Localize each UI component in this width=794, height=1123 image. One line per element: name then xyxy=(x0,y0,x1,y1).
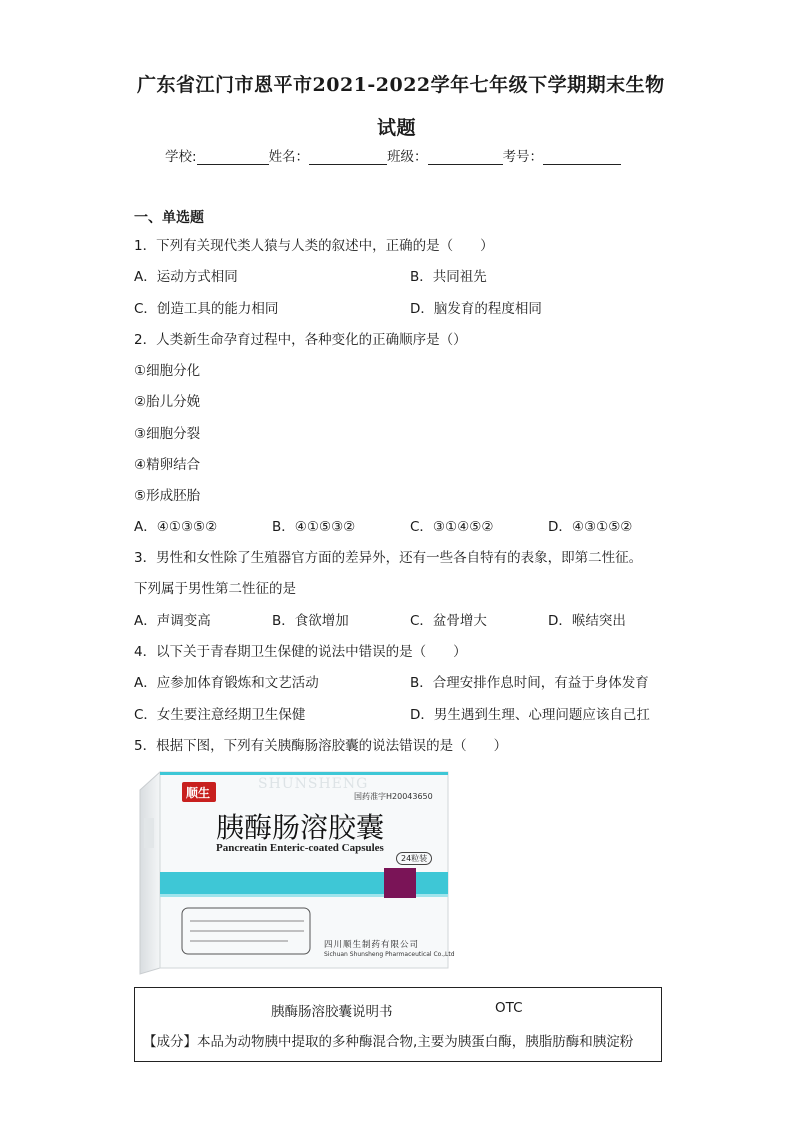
q2-item-3: ③细胞分裂 xyxy=(134,426,201,442)
exam-no-blank[interactable] xyxy=(543,150,621,165)
brand-watermark: SHUNSHENG xyxy=(258,776,369,792)
page-title-line2: 试题 xyxy=(377,117,417,139)
q2-stem: 2．人类新生命孕育过程中，各种变化的正确顺序是（） xyxy=(134,332,467,348)
package-name-cn: 胰酶肠溶胶囊 xyxy=(216,811,385,844)
capsule-count-badge: 24粒装 xyxy=(396,852,432,865)
q2-option-c[interactable]: C．③①④⑤② xyxy=(410,519,494,535)
q4-option-b[interactable]: B．合理安排作息时间，有益于身体发育 xyxy=(410,675,649,691)
q3-stem: 3．男性和女性除了生殖器官方面的差异外，还有一些各自特有的表象，即第二性征。 xyxy=(134,550,643,566)
q1-option-b[interactable]: B．共同祖先 xyxy=(410,269,487,285)
q2-item-1: ①细胞分化 xyxy=(134,363,201,379)
class-blank[interactable] xyxy=(428,150,503,165)
q1-stem: 1．下列有关现代类人猿与人类的叙述中，正确的是（ ） xyxy=(134,238,494,254)
q5-stem: 5．根据下图，下列有关胰酶肠溶胶囊的说法错误的是（ ） xyxy=(134,738,508,754)
q4-option-d[interactable]: D．男生遇到生理、心理问题应该自己扛 xyxy=(410,707,650,723)
student-info-line xyxy=(165,145,621,165)
q2-item-2: ②胎儿分娩 xyxy=(134,394,201,410)
q4-option-a[interactable]: A．应参加体育锻炼和文艺活动 xyxy=(134,675,319,691)
q1-option-c[interactable]: C．创造工具的能力相同 xyxy=(134,301,279,317)
company-name-cn: 四川顺生制药有限公司 xyxy=(324,940,420,950)
page-title: 广东省江门市恩平市2021-2022学年七年级下学期期末生物 xyxy=(137,74,665,96)
otc-label: OTC xyxy=(495,1000,523,1016)
q1-option-a[interactable]: A．运动方式相同 xyxy=(134,269,238,285)
exam-no-label: 考号： xyxy=(502,149,544,165)
q3-stem-cont: 下列属于男性第二性征的是 xyxy=(134,581,296,597)
q2-option-d[interactable]: D．④③①⑤② xyxy=(548,519,633,535)
name-label: 姓名： xyxy=(268,149,310,165)
q3-option-d[interactable]: D．喉结突出 xyxy=(548,613,626,629)
school-label: 学校: xyxy=(165,149,197,165)
approval-number: 国药准字H20043650 xyxy=(354,792,433,801)
brand-logo-text: 顺生 xyxy=(186,786,211,800)
section-heading: 一、单选题 xyxy=(134,210,204,226)
company-name-en: Sichuan Shunsheng Pharmaceutical Co.,Ltd xyxy=(324,951,455,958)
manual-title: 胰酶肠溶胶囊说明书 xyxy=(271,1004,393,1020)
q2-item-4: ④精卵结合 xyxy=(134,457,201,473)
q3-option-b[interactable]: B．食欲增加 xyxy=(272,613,349,629)
manual-box xyxy=(134,987,662,1062)
medicine-package-image xyxy=(138,768,455,980)
q3-option-a[interactable]: A．声调变高 xyxy=(134,613,211,629)
q4-option-c[interactable]: C．女生要注意经期卫生保健 xyxy=(134,707,306,723)
q2-option-a[interactable]: A．④①③⑤② xyxy=(134,519,218,535)
q2-item-5: ⑤形成胚胎 xyxy=(134,488,201,504)
school-blank[interactable] xyxy=(197,150,269,165)
q2-option-b[interactable]: B．④①⑤③② xyxy=(272,519,356,535)
class-label: 班级： xyxy=(387,149,428,165)
name-blank[interactable] xyxy=(309,150,387,165)
q3-option-c[interactable]: C．盆骨增大 xyxy=(410,613,487,629)
package-name-en: Pancreatin Enteric-coated Capsules xyxy=(216,842,384,854)
q1-option-d[interactable]: D．脑发育的程度相同 xyxy=(410,301,542,317)
q4-stem: 4．以下关于青春期卫生保健的说法中错误的是（ ） xyxy=(134,644,467,660)
manual-ingredient: 【成分】本品为动物胰中提取的多种酶混合物,主要为胰蛋白酶，胰脂肪酶和胰淀粉 xyxy=(143,1034,634,1050)
